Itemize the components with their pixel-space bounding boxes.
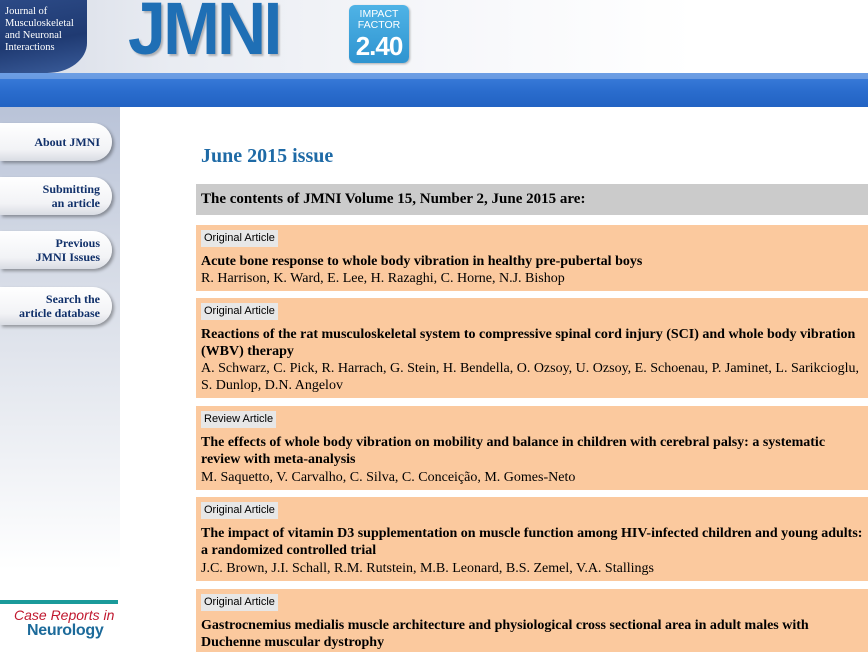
contents-heading: The contents of JMNI Volume 15, Number 2, June 2015 are: — [201, 191, 586, 207]
article-title-link[interactable]: Acute bone response to whole body vibration in healthy pre-pubertal boys — [201, 254, 643, 269]
sidebar-item-label: Search the article database — [19, 292, 100, 320]
article-authors: A. Schwarz, C. Pick, R. Harrach, G. Stein, H. Bendella, O. Ozsoy, U. Ozsoy, E. Schoenau, P. Jaminet, L. Sarikcioglu, S. Dunlop, D.N. Angelov — [201, 361, 860, 393]
article-title-link[interactable]: Gastrocnemius medialis muscle architecture and physiological cross sectional area in adult males with Duchenne muscular dystrophy — [201, 618, 809, 650]
sidebar-item-label: About JMNI — [34, 135, 100, 149]
article-card — [196, 225, 868, 291]
article-type-badge: Original Article — [201, 594, 278, 611]
article-type-badge: Review Article — [201, 411, 276, 428]
article-title-link[interactable]: The effects of whole body vibration on mobility and balance in children with cerebral palsy: a systematic review with meta-analysis — [201, 435, 826, 467]
page-title: June 2015 issue — [201, 145, 334, 167]
sidebar-item-previous-issues[interactable] — [0, 231, 112, 269]
case-reports-accent-bar — [0, 600, 118, 604]
impact-factor-label-2: FACTOR — [357, 19, 401, 31]
article-title-link[interactable]: Reactions of the rat musculoskeletal system to compressive spinal cord injury (SCI) and whole body vibration (WBV) therapy — [201, 327, 856, 359]
article-type-badge: Original Article — [201, 502, 278, 519]
article-card — [196, 298, 868, 398]
article-type-badge: Original Article — [201, 230, 278, 247]
jmni-logo[interactable]: JMNI — [128, 0, 280, 70]
impact-factor-value: 2.40 — [355, 31, 403, 61]
case-reports-title: Case Reports in — [14, 607, 115, 623]
sidebar-item-submitting[interactable] — [0, 177, 112, 215]
sidebar-item-about[interactable] — [0, 123, 112, 161]
article-card — [196, 406, 868, 490]
article-card — [196, 589, 868, 652]
article-title-link[interactable]: The impact of vitamin D3 supplementation on muscle function among HIV-infected children and young adults: a randomized controlled trial — [201, 526, 863, 558]
contents-heading-bar — [196, 184, 868, 215]
case-reports-banner[interactable] — [0, 598, 118, 652]
impact-factor-badge — [349, 5, 409, 63]
article-authors: J.C. Brown, J.I. Schall, R.M. Rutstein, M.B. Leonard, B.S. Zemel, V.A. Stallings — [201, 561, 654, 576]
article-authors: R. Harrison, K. Ward, E. Lee, H. Razaghi, C. Horne, N.J. Bishop — [201, 271, 565, 286]
journal-name-block — [0, 0, 87, 73]
sidebar-item-search[interactable] — [0, 287, 112, 325]
journal-name: Journal of Musculoskeletal and Neuronal Interactions — [5, 6, 74, 53]
header-bar-highlight — [0, 73, 868, 79]
impact-factor-label-1: IMPACT — [359, 8, 399, 20]
sidebar-item-label: Submitting an article — [42, 182, 100, 210]
case-reports-subtitle: Neurology — [27, 622, 104, 639]
article-authors: M. Saquetto, V. Carvalho, C. Silva, C. Conceição, M. Gomes-Neto — [201, 470, 576, 485]
article-card — [196, 497, 868, 581]
article-type-badge: Original Article — [201, 303, 278, 320]
sidebar-item-label: Previous JMNI Issues — [35, 236, 100, 264]
